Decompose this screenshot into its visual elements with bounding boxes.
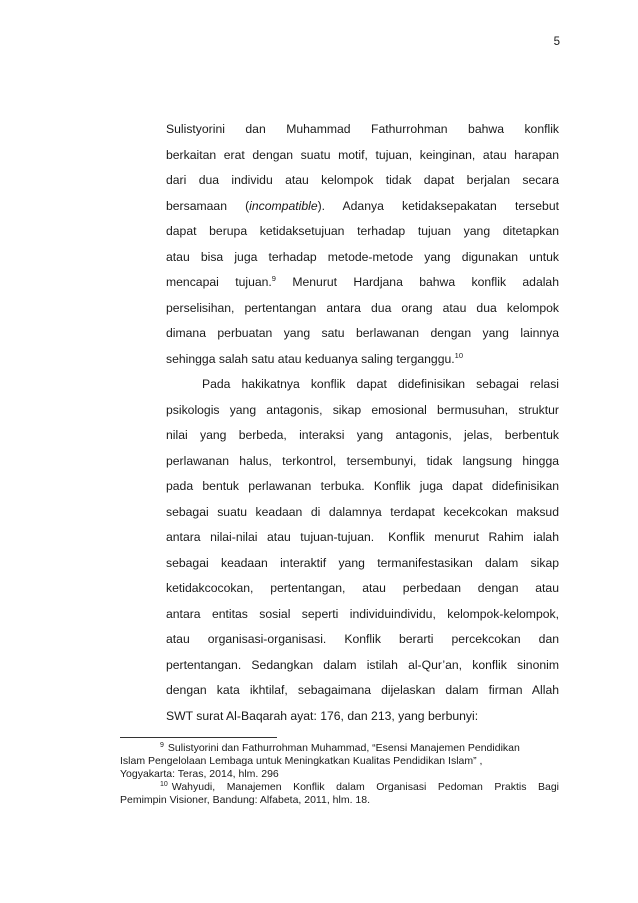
paragraph-line: pertentangan. Sedangkan dalam istilah al-Qur’an, konflik sinonim bbox=[166, 657, 559, 672]
paragraph-line bbox=[166, 351, 559, 377]
paragraph-1 bbox=[166, 121, 559, 376]
footnote-number: 10 bbox=[160, 781, 168, 788]
footnote-10 bbox=[120, 781, 559, 807]
paragraph-line: antara entitas sosial seperti individuindividu, kelompok-kelompok, bbox=[166, 606, 559, 621]
footnotes bbox=[120, 742, 559, 807]
text-run: sehingga salah satu atau keduanya saling terganggu. bbox=[166, 351, 455, 366]
text-run: Konflik menurut Rahim ialah bbox=[388, 530, 559, 544]
paragraph-line: Sulistyorini dan Muhammad Fathurrohman bahwa konflik bbox=[166, 122, 559, 136]
paragraph-line: SWT surat Al-Baqarah ayat: 176, dan 213, yang berbunyi: bbox=[166, 708, 479, 723]
footnote-divider bbox=[120, 737, 277, 738]
footnote-ref[interactable]: 9 bbox=[271, 274, 276, 283]
footnote-9 bbox=[120, 742, 559, 781]
paragraph-line bbox=[166, 529, 559, 555]
body-text bbox=[166, 121, 559, 733]
footnote-line: Yogyakarta: Teras, 2014, hlm. 296 bbox=[120, 768, 279, 780]
text-run: mencapai tujuan. bbox=[166, 275, 272, 289]
paragraph-line: ketidakcocokan, pertentangan, atau perbedaan dengan atau bbox=[166, 581, 559, 595]
footnote-line: Pemimpin Visioner, Bandung: Alfabeta, 2011, hlm. 18. bbox=[120, 794, 371, 806]
footnote-number: 9 bbox=[160, 742, 164, 749]
paragraph-line: nilai yang berbeda, interaksi yang antagonis, jelas, berbentuk bbox=[166, 428, 559, 442]
footnote-line bbox=[120, 781, 559, 794]
paragraph-line: psikologis yang antagonis, sikap emosional bermusuhan, struktur bbox=[166, 402, 559, 417]
footnote-line bbox=[120, 742, 559, 755]
paragraph-line: sebagai suatu keadaan di dalamnya terdapat kecekcokan maksud bbox=[166, 504, 559, 519]
paragraph-line: sebagai keadaan interaktif yang termanifestasikan dalam sikap bbox=[166, 555, 559, 570]
paragraph-line: dengan kata ikhtilaf, sebagaimana dijelaskan dalam firman Allah bbox=[166, 683, 559, 697]
paragraph-line: Pada hakikatnya konflik dapat didefinisikan sebagai relasi bbox=[202, 377, 559, 391]
text-run: antara nilai-nilai atau tujuan-tujuan. bbox=[166, 530, 375, 544]
text-run: bersamaan ( bbox=[166, 198, 250, 213]
paragraph-line: berkaitan erat dengan suatu motif, tujuan, keinginan, atau harapan bbox=[166, 147, 559, 162]
paragraph-line: pada bentuk perlawanan terbuka. Konflik juga dapat didefinisikan bbox=[166, 479, 559, 493]
footnote-line: Islam Pengelolaan Lembaga untuk Meningkatkan Kualitas Pendidikan Islam” , bbox=[120, 755, 483, 767]
paragraph-line: dimana perbuatan yang satu berlawanan dengan yang lainnya bbox=[166, 326, 559, 340]
paragraph-line: perselisihan, pertentangan antara dua orang atau dua kelompok bbox=[166, 300, 559, 315]
footnote-text: Wahyudi, Manajemen Konflik dalam Organisasi Pedoman Praktis Bagi bbox=[171, 781, 559, 793]
footnote-text: Sulistyorini dan Fathurrohman Muhammad, “Esensi Manajemen Pendidikan bbox=[167, 742, 520, 754]
text-run: Menurut Hardjana bahwa konflik adalah bbox=[275, 275, 559, 289]
italic-term: incompatible bbox=[249, 198, 318, 213]
paragraph-2 bbox=[166, 376, 559, 733]
paragraph-line bbox=[166, 274, 559, 300]
paragraph-line: dapat berupa ketidaksetujuan terhadap tujuan yang ditetapkan bbox=[166, 224, 559, 238]
paragraph-line: atau bisa juga terhadap metode-metode yang digunakan untuk bbox=[166, 249, 559, 264]
paragraph-line bbox=[166, 198, 559, 224]
paragraph-line: dari dua individu atau kelompok tidak dapat berjalan secara bbox=[166, 173, 559, 187]
footnote-ref[interactable]: 10 bbox=[454, 350, 463, 360]
paragraph-line: perlawanan halus, terkontrol, tersembunyi, tidak langsung hingga bbox=[166, 453, 559, 468]
paragraph-line: atau organisasi-organisasi. Konflik berarti percekcokan dan bbox=[166, 632, 559, 646]
text-run: ). Adanya ketidaksepakatan tersebut bbox=[317, 198, 559, 213]
page-number: 5 bbox=[553, 36, 560, 48]
